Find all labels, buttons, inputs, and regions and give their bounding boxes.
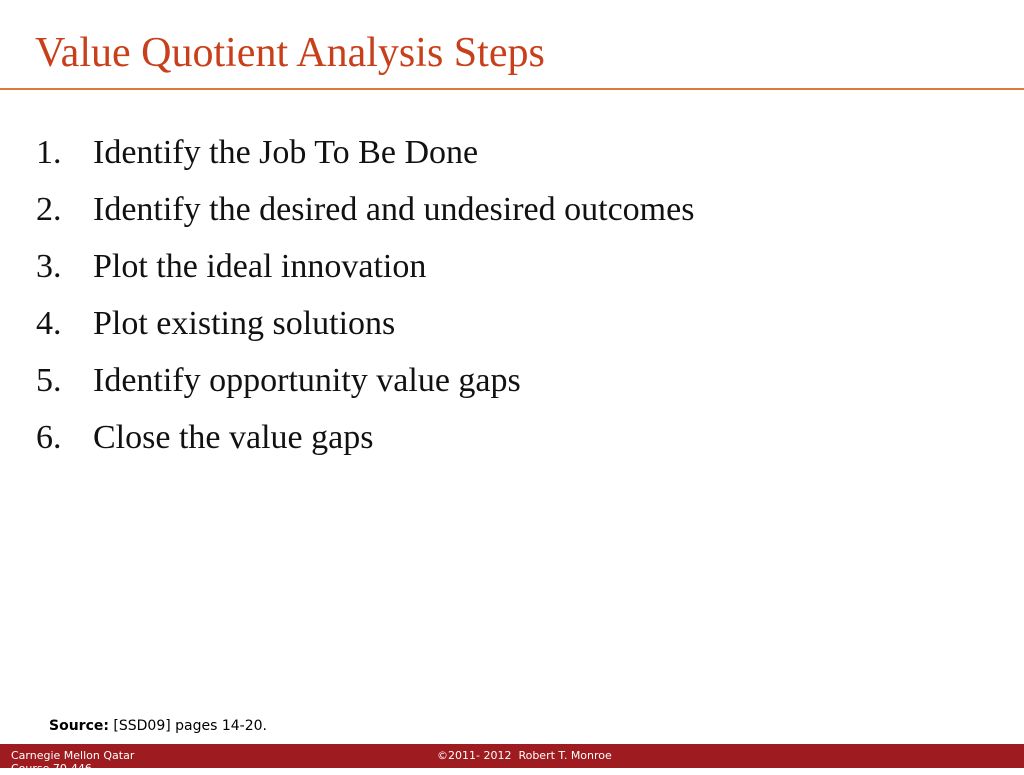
footer-copyright: ©2011- 2012 Robert T. Monroe [437, 749, 612, 762]
step-text: Plot existing solutions [93, 305, 396, 342]
step-number: 3. [36, 248, 62, 285]
step-text: Identify the Job To Be Done [93, 134, 479, 171]
step-number: 5. [36, 362, 62, 399]
step-number: 4. [36, 305, 62, 342]
step-number: 1. [36, 134, 62, 171]
step-text: Plot the ideal innovation [93, 248, 427, 285]
footer-organization-line2: Course 70-446 [11, 762, 92, 775]
step-number: 2. [36, 191, 62, 228]
step-text: Close the value gaps [93, 419, 374, 456]
slide-title: Value Quotient Analysis Steps [35, 30, 545, 76]
source-text: [SSD09] pages 14-20. [108, 718, 268, 734]
source-label: Source: [49, 718, 109, 734]
title-divider [0, 88, 1024, 90]
step-text: Identify opportunity value gaps [93, 362, 521, 399]
step-number: 6. [36, 419, 62, 456]
step-text: Identify the desired and undesired outcomes [93, 191, 695, 228]
source-citation [49, 716, 267, 736]
footer-bar [0, 744, 1024, 775]
footer-organization [11, 749, 211, 775]
footer-organization-line1: Carnegie Mellon Qatar [11, 749, 135, 762]
